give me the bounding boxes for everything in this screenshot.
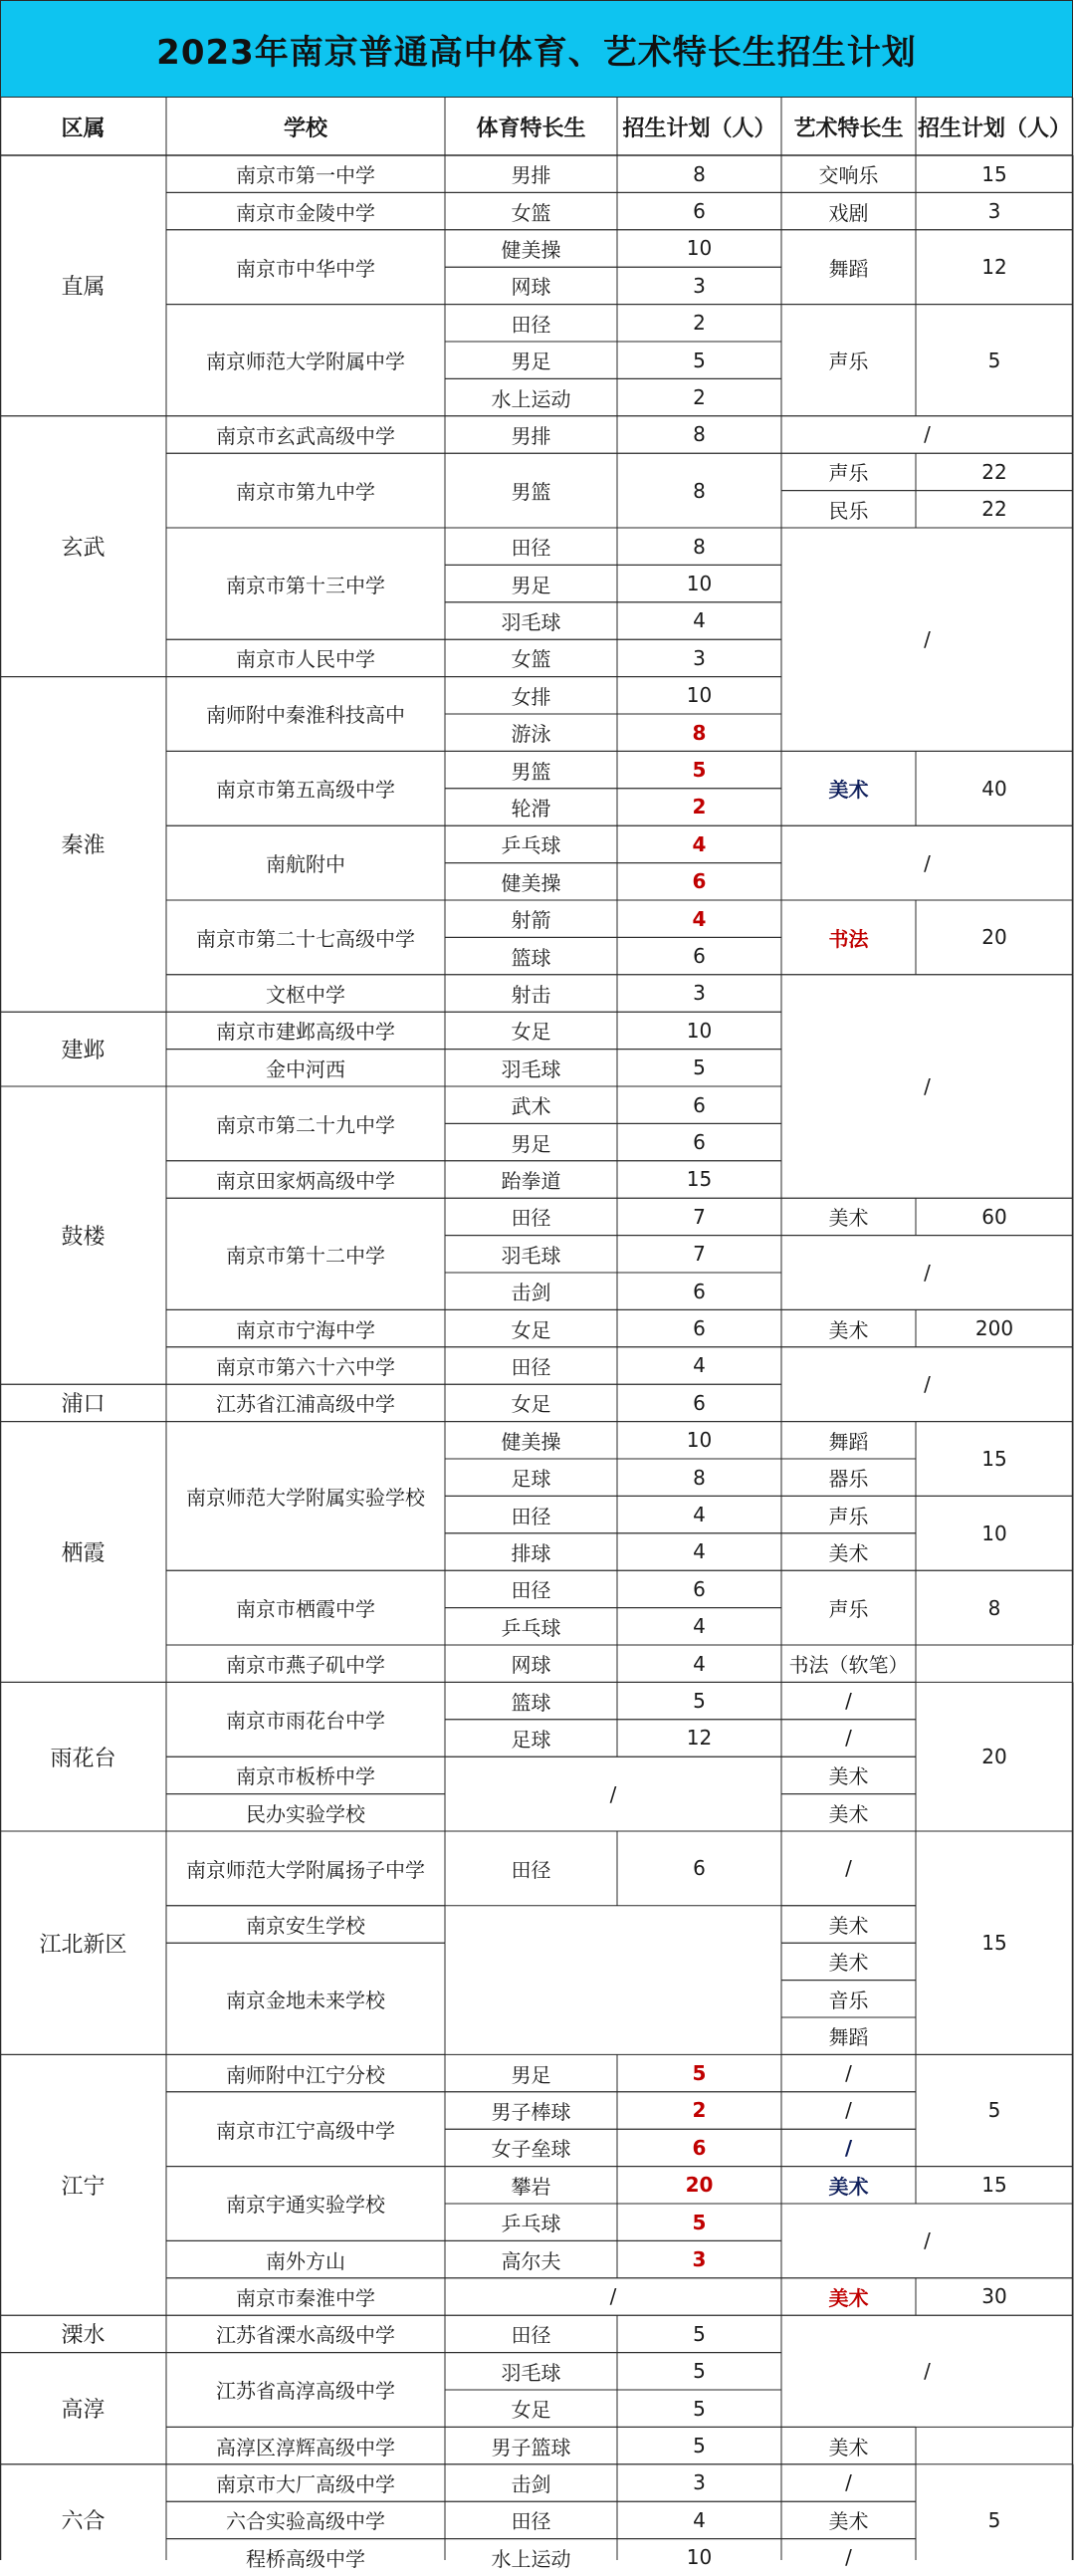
sport-count: 6	[693, 1279, 706, 1303]
school-name: 南京市燕子矶中学	[226, 1653, 385, 1678]
sport-count: 2	[692, 795, 707, 820]
school-name: 南京市江宁高级中学	[216, 2118, 395, 2143]
art-item: 书法（软笔）	[788, 1653, 909, 1678]
sport-count: 8	[693, 534, 706, 559]
art-item: 交响乐	[818, 163, 879, 188]
art-item: 美术	[828, 2285, 869, 2310]
sport-count: 3	[693, 2470, 706, 2495]
sport-name: 男足	[511, 573, 551, 597]
sport-count: 3	[693, 273, 706, 298]
art-count: 22	[981, 497, 1007, 522]
sport-name: 男排	[511, 423, 551, 448]
sport-name: 游泳	[511, 722, 551, 747]
sport-count: 6	[693, 1856, 706, 1881]
sport-count: 4	[692, 906, 707, 931]
school-name: 江苏省高淳高级中学	[216, 2379, 395, 2404]
school-name: 程桥高级中学	[246, 2546, 365, 2571]
sport-count: 4	[693, 2507, 706, 2532]
sport-count: 6	[693, 199, 706, 224]
school-name: 南京市大厂高级中学	[216, 2471, 395, 2496]
sport-name: 击剑	[511, 2471, 551, 2496]
school-name: 南京宇通实验学校	[226, 2193, 385, 2218]
art-item: 舞蹈	[828, 256, 869, 281]
sport-count: 8	[693, 478, 706, 503]
sport-name: 羽毛球	[501, 2360, 561, 2385]
art-empty: /	[924, 850, 931, 875]
school-name: 南师附中秦淮科技高中	[206, 703, 405, 728]
sport-name: 射箭	[511, 908, 551, 933]
sport-name: 跆拳道	[501, 1168, 561, 1193]
school-name: 南京市第六十六中学	[216, 1354, 395, 1379]
sport-name: 女篮	[511, 647, 551, 672]
sport-name: 篮球	[511, 945, 551, 970]
sport-name: 健美操	[501, 1429, 561, 1454]
school-name: 江苏省溧水高级中学	[216, 2323, 395, 2348]
school-name: 南京市玄武高级中学	[216, 423, 395, 448]
sport-name: 攀岩	[511, 2174, 551, 2199]
sport-name: 田径	[511, 1578, 551, 1603]
sport-name: 女足	[511, 1317, 551, 1342]
sport-name: 男子棒球	[491, 2099, 571, 2124]
art-count: 5	[987, 2098, 1001, 2123]
district-name: 浦口	[61, 1392, 106, 1418]
sport-count: 8	[693, 1465, 706, 1490]
sport-count: 3	[692, 2247, 707, 2272]
sport-name: 网球	[511, 275, 551, 300]
sport-count: 3	[693, 981, 706, 1006]
sport-name: 男篮	[511, 759, 551, 784]
sport-count: 2	[692, 2098, 707, 2123]
sport-name: 田径	[511, 1354, 551, 1379]
art-count: 15	[981, 161, 1007, 186]
sport-name: 乒乓球	[501, 2212, 561, 2236]
art-item: 器乐	[828, 1467, 869, 1492]
art-empty: /	[924, 2359, 931, 2384]
district-name: 秦淮	[61, 833, 106, 859]
school-name: 南师附中江宁分校	[226, 2062, 385, 2087]
district-name: 鼓楼	[61, 1225, 106, 1251]
sport-count: 5	[693, 1689, 706, 1714]
sport-name: 田径	[511, 2323, 551, 2348]
sport-count: 4	[693, 1614, 706, 1639]
art-item: 美术	[828, 1913, 869, 1938]
sport-count: 12	[686, 1726, 713, 1751]
school-name: 文枢中学	[266, 982, 345, 1007]
school-name: 江苏省江浦高级中学	[216, 1392, 395, 1417]
column-header: 区属	[61, 116, 106, 141]
art-item: 书法	[828, 926, 869, 951]
sport-count: 4	[693, 1353, 706, 1378]
school-name: 南京市宁海中学	[236, 1317, 375, 1342]
art-count: 10	[981, 1521, 1007, 1545]
sport-count: 8	[693, 161, 706, 186]
school-name: 南航附中	[266, 852, 345, 877]
art-item: /	[845, 1726, 852, 1751]
column-header: 学校	[283, 116, 327, 141]
column-header: 招生计划（人）	[622, 116, 776, 141]
sport-count: 2	[693, 385, 706, 410]
art-count: 15	[981, 1446, 1007, 1471]
art-empty: /	[924, 1372, 931, 1397]
sport-count: 6	[693, 1092, 706, 1117]
sport-name: 乒乓球	[501, 1615, 561, 1640]
school-name: 南京市建邺高级中学	[216, 1020, 395, 1045]
sport-name: 男篮	[511, 480, 551, 505]
art-item: 美术	[828, 1801, 869, 1826]
sport-count: 4	[693, 1651, 706, 1676]
school-name: 南京市人民中学	[236, 647, 375, 672]
art-count: 20	[981, 1745, 1007, 1769]
art-count: 200	[974, 1316, 1014, 1341]
district-name: 六合	[61, 2509, 106, 2535]
school-name: 南外方山	[266, 2248, 345, 2273]
sport-count: 5	[693, 348, 706, 372]
column-header: 艺术特长生	[793, 116, 904, 141]
sport-name: 篮球	[511, 1690, 551, 1715]
art-item: 声乐	[828, 1597, 869, 1622]
sport-count: 6	[693, 1390, 706, 1415]
school-name: 南京师范大学附属中学	[206, 350, 405, 374]
art-count: 15	[981, 1931, 1007, 1956]
sport-name: 水上运动	[491, 386, 571, 411]
art-item: /	[845, 1856, 852, 1881]
district-name: 直属	[61, 275, 106, 301]
art-count: 5	[987, 348, 1001, 372]
sport-name: 击剑	[511, 1281, 551, 1305]
district-name: 江北新区	[39, 1932, 127, 1958]
sport-count: 4	[693, 1539, 706, 1564]
art-item: /	[845, 2061, 852, 2086]
sport-count: 10	[686, 683, 713, 708]
sport-count: 6	[693, 1130, 706, 1155]
school-name: 南京市金陵中学	[236, 200, 375, 225]
sport-empty: /	[609, 2284, 617, 2309]
school-name: 南京市中华中学	[236, 256, 375, 281]
school-name: 南京市第二十九中学	[216, 1112, 395, 1137]
sport-name: 女足	[511, 2398, 551, 2423]
school-name: 南京市第十二中学	[226, 1243, 385, 1268]
column-header: 体育特长生	[476, 116, 586, 141]
sport-name: 男足	[511, 350, 551, 374]
art-empty: /	[924, 627, 931, 652]
school-name: 南京师范大学附属扬子中学	[186, 1857, 425, 1882]
art-item: 戏剧	[828, 200, 869, 225]
school-name: 南京市第二十七高级中学	[196, 926, 415, 951]
sport-name: 射击	[511, 982, 551, 1007]
district-name: 栖霞	[61, 1540, 106, 1566]
art-item: 美术	[828, 1951, 869, 1976]
sport-name: 田径	[511, 2509, 551, 2534]
art-item: /	[845, 2098, 852, 2123]
sport-name: 田径	[511, 312, 551, 337]
art-empty: /	[924, 1260, 931, 1285]
school-name: 南京市第一中学	[236, 163, 375, 188]
school-name: 南京市雨花台中学	[226, 1709, 385, 1734]
art-item: 美术	[828, 1317, 869, 1342]
school-name: 南京金地未来学校	[226, 1988, 385, 2012]
sport-count: 15	[686, 1167, 713, 1192]
sport-count: 8	[693, 422, 706, 447]
art-item: 民乐	[828, 498, 869, 523]
district-name: 江宁	[61, 2174, 106, 2200]
sport-name: 男足	[511, 1131, 551, 1156]
school-name: 南京市板桥中学	[236, 1764, 375, 1789]
sport-count: 10	[686, 1018, 713, 1043]
sport-name: 羽毛球	[501, 1056, 561, 1081]
sport-name: 田径	[511, 536, 551, 561]
school-name: 南京安生学校	[246, 1913, 365, 1938]
art-item: /	[844, 2135, 853, 2160]
art-count: 12	[981, 255, 1007, 280]
school-name: 南京市第九中学	[236, 480, 375, 505]
art-count: 40	[981, 776, 1007, 801]
sport-count: 6	[693, 1316, 706, 1341]
sport-count: 7	[693, 1242, 706, 1267]
sport-empty: /	[609, 1781, 617, 1806]
sport-count: 3	[693, 645, 706, 670]
sport-count: 10	[686, 1428, 713, 1453]
sport-count: 4	[693, 1503, 706, 1527]
art-item: 声乐	[828, 350, 869, 374]
art-item: /	[845, 1689, 852, 1714]
column-header: 招生计划（人）	[917, 116, 1071, 141]
sport-name: 男足	[511, 2062, 551, 2087]
art-item: 美术	[828, 2435, 869, 2459]
sport-name: 乒乓球	[501, 833, 561, 858]
art-item: 美术	[828, 1206, 869, 1231]
sport-count: 5	[693, 2434, 706, 2459]
sport-name: 田径	[511, 1504, 551, 1528]
sport-count: 10	[686, 2545, 713, 2570]
school-name: 南京市栖霞中学	[236, 1597, 375, 1622]
art-item: 美术	[828, 778, 869, 803]
art-count: 30	[981, 2284, 1007, 2309]
sport-count: 5	[693, 2359, 706, 2384]
sport-count: 2	[693, 311, 706, 336]
art-item: /	[845, 2470, 852, 2495]
art-item: 舞蹈	[828, 2025, 869, 2050]
school-name: 民办实验学校	[246, 1801, 365, 1826]
art-item: 美术	[828, 1540, 869, 1565]
sport-name: 健美操	[501, 870, 561, 895]
sport-name: 武术	[511, 1094, 551, 1119]
sport-name: 田径	[511, 1857, 551, 1882]
sport-name: 水上运动	[491, 2546, 571, 2571]
school-name: 南京田家炳高级中学	[216, 1168, 395, 1193]
sport-name: 轮滑	[511, 796, 551, 820]
sport-name: 女篮	[511, 200, 551, 225]
district-name: 雨花台	[50, 1746, 116, 1771]
art-item: 美术	[828, 1764, 869, 1789]
sport-name: 男排	[511, 163, 551, 188]
sport-name: 足球	[511, 1727, 551, 1752]
art-item: /	[845, 2545, 852, 2570]
sport-name: 女足	[511, 1392, 551, 1417]
sport-count: 8	[692, 720, 707, 745]
sport-count: 5	[692, 758, 707, 783]
sport-name: 男子篮球	[491, 2435, 571, 2459]
sport-count: 5	[693, 1055, 706, 1080]
school-name: 南京师范大学附属实验学校	[186, 1485, 425, 1510]
sport-name: 网球	[511, 1653, 551, 1678]
sport-count: 5	[693, 2396, 706, 2421]
district-name: 建邺	[61, 1039, 106, 1064]
school-name: 高淳区淳辉高级中学	[216, 2435, 395, 2459]
school-name: 南京市秦淮中学	[236, 2285, 375, 2310]
sport-count: 5	[692, 2061, 707, 2086]
sport-name: 羽毛球	[501, 609, 561, 634]
sport-name: 高尔夫	[501, 2248, 561, 2273]
art-item: 声乐	[828, 1504, 869, 1528]
art-empty: /	[924, 1073, 931, 1098]
art-empty: /	[924, 2228, 931, 2253]
school-name: 南京市第五高级中学	[216, 778, 395, 803]
art-count: 20	[981, 925, 1007, 950]
art-count: 5	[987, 2507, 1001, 2532]
sport-name: 女子垒球	[491, 2137, 571, 2162]
art-empty: /	[924, 422, 931, 447]
school-name: 南京市第十三中学	[226, 573, 385, 597]
art-count: 3	[987, 199, 1001, 224]
district-name: 高淳	[61, 2398, 106, 2424]
sport-count: 7	[693, 1204, 706, 1229]
art-item: 声乐	[828, 461, 869, 486]
sport-name: 排球	[511, 1540, 551, 1565]
art-count: 15	[981, 2173, 1007, 2198]
sport-name: 羽毛球	[501, 1243, 561, 1268]
sport-count: 10	[686, 572, 713, 596]
school-name: 六合实验高级中学	[226, 2509, 385, 2534]
page-title: 2023年南京普通高中体育、艺术特长生招生计划	[156, 32, 917, 73]
sport-count: 5	[693, 2321, 706, 2346]
sport-name: 健美操	[501, 237, 561, 262]
sport-count: 6	[693, 944, 706, 969]
sport-name: 女足	[511, 1020, 551, 1045]
sport-count: 6	[693, 1576, 706, 1601]
art-item: 美术	[828, 2174, 869, 2199]
sport-count: 10	[686, 236, 713, 261]
sport-count: 6	[692, 869, 707, 894]
art-item: 舞蹈	[828, 1429, 869, 1454]
sport-count: 4	[693, 608, 706, 633]
sport-count: 20	[685, 2173, 714, 2198]
sport-name: 女排	[511, 684, 551, 709]
art-count: 8	[987, 1595, 1001, 1620]
art-item: 美术	[828, 2509, 869, 2534]
art-count: 60	[981, 1204, 1007, 1229]
sport-name: 足球	[511, 1467, 551, 1492]
district-name: 溧水	[61, 2323, 106, 2349]
sport-count: 6	[692, 2135, 707, 2160]
art-item: 音乐	[828, 1988, 869, 2012]
school-name: 金中河西	[266, 1056, 345, 1081]
sport-name: 田径	[511, 1206, 551, 1231]
art-count: 22	[981, 459, 1007, 484]
sport-count: 4	[692, 831, 707, 856]
district-name: 玄武	[61, 536, 106, 562]
sport-count: 5	[692, 2210, 707, 2234]
